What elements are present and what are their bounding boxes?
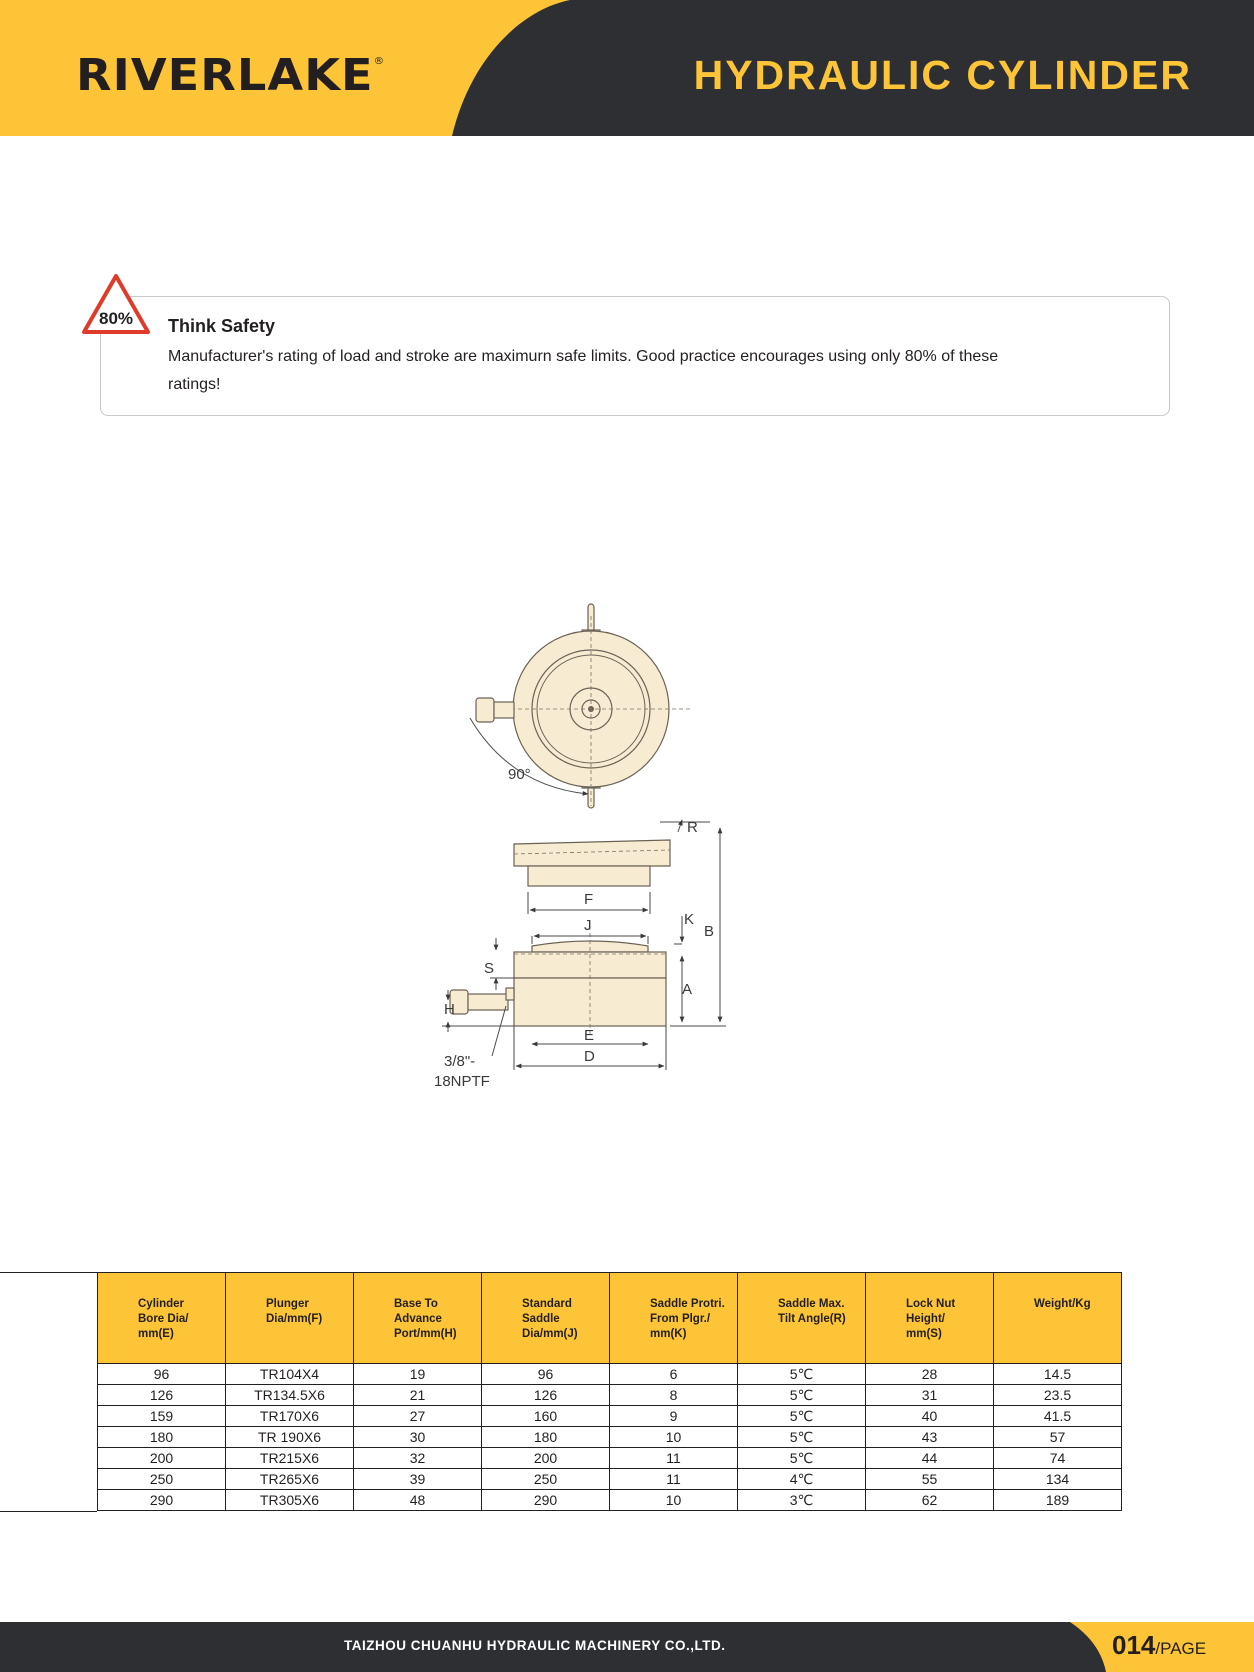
- table-cell: 5℃: [738, 1427, 866, 1448]
- saddle-view: [514, 819, 710, 914]
- table-row: [98, 1427, 1122, 1448]
- dimension-label: H: [444, 1001, 455, 1018]
- table-cell: 134: [994, 1469, 1122, 1490]
- table-cell: 5℃: [738, 1406, 866, 1427]
- table-cell: 10: [610, 1427, 738, 1448]
- table-cell: TR215X6: [226, 1448, 354, 1469]
- table-cell: 126: [482, 1385, 610, 1406]
- table-cell: 10: [610, 1490, 738, 1511]
- top-view: [470, 604, 690, 808]
- table-cell: TR134.5X6: [226, 1385, 354, 1406]
- table-cell: TR265X6: [226, 1469, 354, 1490]
- table-cell: 5℃: [738, 1448, 866, 1469]
- table-cell: 43: [866, 1427, 994, 1448]
- page-number: 014/PAGE: [1112, 1630, 1207, 1660]
- col-header: Base To Advance Port/mm(H): [354, 1273, 482, 1364]
- dimension-label: E: [584, 1027, 595, 1044]
- col-header: Lock Nut Height/ mm(S): [866, 1273, 994, 1364]
- table-cell: TR170X6: [226, 1406, 354, 1427]
- col-header: Cylinder Bore Dia/ mm(E): [98, 1273, 226, 1364]
- table-cell: 159: [98, 1406, 226, 1427]
- table-cell: 8: [610, 1385, 738, 1406]
- table-cell: TR305X6: [226, 1490, 354, 1511]
- safety-badge: 80%: [98, 309, 134, 328]
- table-cell: 180: [98, 1427, 226, 1448]
- table-cell: 48: [354, 1490, 482, 1511]
- table-cell: 55: [866, 1469, 994, 1490]
- dimension-label: A: [682, 981, 693, 998]
- table-cell: 290: [482, 1490, 610, 1511]
- dimension-label: D: [584, 1048, 595, 1065]
- table-cell: 14.5: [994, 1364, 1122, 1385]
- table-row: [98, 1364, 1122, 1385]
- table-cell: 21: [354, 1385, 482, 1406]
- page-title: HYDRAULIC CYLINDER: [693, 52, 1192, 98]
- table-row: [98, 1448, 1122, 1469]
- table-cell: 290: [98, 1490, 226, 1511]
- cylinder-drawing: [420, 596, 760, 1096]
- dimension-label: F: [584, 891, 594, 908]
- table-cell: 96: [98, 1364, 226, 1385]
- table-cell: 19: [354, 1364, 482, 1385]
- table-cell: TR104X4: [226, 1364, 354, 1385]
- table-row: [98, 1406, 1122, 1427]
- table-cell: 27: [354, 1406, 482, 1427]
- table-cell: 9: [610, 1406, 738, 1427]
- spec-table: [97, 1272, 1122, 1511]
- table-row: [98, 1385, 1122, 1406]
- dimension-label: K: [684, 911, 695, 928]
- table-cell: 74: [994, 1448, 1122, 1469]
- dimension-label: J: [584, 917, 592, 934]
- table-header-row: [98, 1273, 1122, 1364]
- table-cell: 57: [994, 1427, 1122, 1448]
- table-cell: 44: [866, 1448, 994, 1469]
- table-cell: 200: [98, 1448, 226, 1469]
- table-cell: 39: [354, 1469, 482, 1490]
- table-cell: 250: [98, 1469, 226, 1490]
- table-cell: 23.5: [994, 1385, 1122, 1406]
- angle-label: 90°: [508, 766, 531, 783]
- table-cell: 11: [610, 1469, 738, 1490]
- table-cell: 180: [482, 1427, 610, 1448]
- brand-logo: RIVERLAKE®: [76, 50, 386, 101]
- port-label-2: 18NPTF: [434, 1073, 490, 1090]
- table-cell: 5℃: [738, 1364, 866, 1385]
- table-cell: 40: [866, 1406, 994, 1427]
- warning-triangle-icon: [80, 272, 152, 336]
- col-header: Standard Saddle Dia/mm(J): [482, 1273, 610, 1364]
- table-cell: 41.5: [994, 1406, 1122, 1427]
- footer-company: TAIZHOU CHUANHU HYDRAULIC MACHINERY CO.,LTD.: [344, 1638, 726, 1653]
- table-cell: 160: [482, 1406, 610, 1427]
- safety-text: Manufacturer's rating of load and stroke are maximurn safe limits. Good practice encourages using only 80% of these ratings!: [168, 348, 999, 393]
- table-cell: 3℃: [738, 1490, 866, 1511]
- table-cell: 30: [354, 1427, 482, 1448]
- col-header: Weight/Kg: [994, 1273, 1122, 1364]
- table-cell: 11: [610, 1448, 738, 1469]
- dimension-label: R: [687, 819, 698, 836]
- table-cell: 31: [866, 1385, 994, 1406]
- table-cell: TR 190X6: [226, 1427, 354, 1448]
- table-row: [98, 1469, 1122, 1490]
- table-cell: 62: [866, 1490, 994, 1511]
- table-cell: 200: [482, 1448, 610, 1469]
- table-cell: 96: [482, 1364, 610, 1385]
- table-cell: 32: [354, 1448, 482, 1469]
- table-cell: 250: [482, 1469, 610, 1490]
- table-cell: 28: [866, 1364, 994, 1385]
- col-header: Plunger Dia/mm(F): [226, 1273, 354, 1364]
- dimension-label: S: [484, 960, 495, 977]
- table-cell: 5℃: [738, 1385, 866, 1406]
- col-header: Saddle Protri. From Plgr./ mm(K): [610, 1273, 738, 1364]
- safety-title: Think Safety: [168, 316, 276, 336]
- table-row: [98, 1490, 1122, 1511]
- table-cell: 6: [610, 1364, 738, 1385]
- port-label-1: 3/8"-: [444, 1053, 476, 1070]
- table-cell: 4℃: [738, 1469, 866, 1490]
- table-cell: 126: [98, 1385, 226, 1406]
- table-cell: 189: [994, 1490, 1122, 1511]
- dimension-label: B: [704, 923, 715, 940]
- col-header: Saddle Max. Tilt Angle(R): [738, 1273, 866, 1364]
